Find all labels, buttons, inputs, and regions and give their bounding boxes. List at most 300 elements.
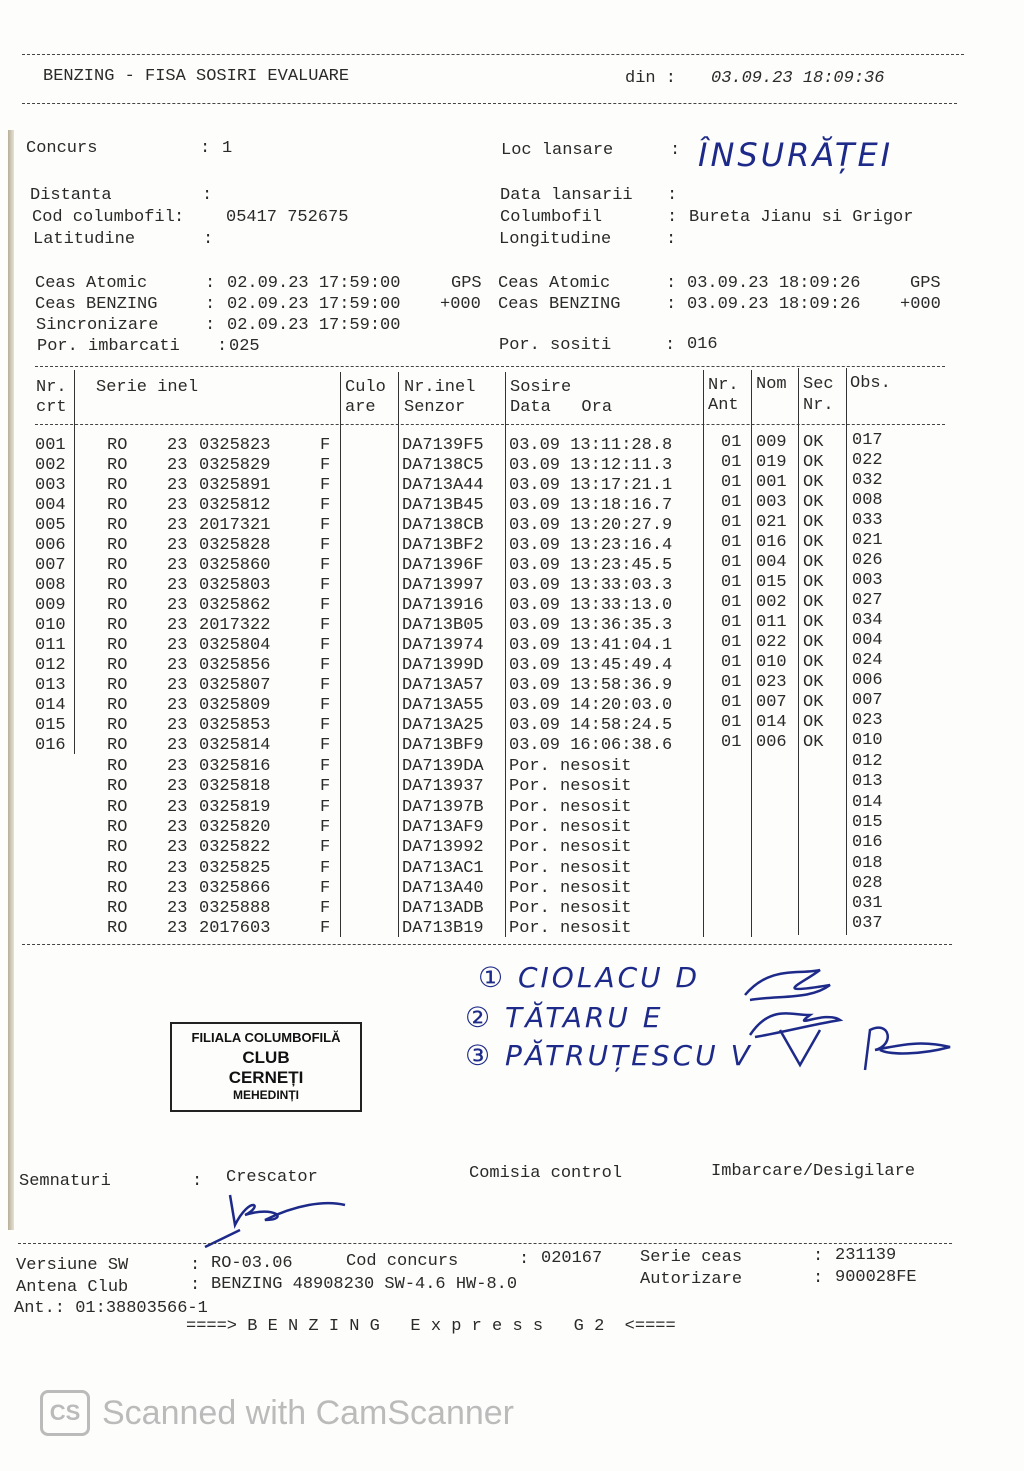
ceas-atomic-end: 03.09.23 18:09:26 — [687, 274, 861, 293]
serie-ceas-value: 231139 — [835, 1246, 897, 1265]
benzing-banner: ====> B E N Z I N G E x p r e s s G 2 <==== — [186, 1317, 676, 1336]
col-rule — [505, 372, 506, 937]
row-sosire: 03.09 13:33:13.0 — [509, 596, 673, 615]
row-tara: RO — [107, 496, 128, 515]
scan-edge-shadow — [8, 130, 14, 1230]
row-tara: RO — [107, 878, 128, 898]
row-tara: RO — [107, 516, 128, 535]
row-sex: F — [320, 919, 331, 939]
loc-lansare-label: Loc lansare — [501, 141, 614, 160]
row-obs: 015 — [852, 812, 883, 832]
row-tara: RO — [107, 436, 128, 455]
antena-id: Ant.: 01:38803566-1 — [14, 1299, 208, 1318]
por-sositi-value: 016 — [687, 335, 718, 354]
antena-label: Antena Club — [16, 1278, 129, 1297]
camscanner-logo-icon: CS — [40, 1390, 90, 1436]
row-sex: F — [320, 516, 331, 535]
row-inel: 0325891 — [199, 476, 271, 495]
row-ant: 01 — [721, 573, 742, 592]
row-obs: 016 — [852, 833, 883, 853]
row-sex: F — [320, 596, 331, 615]
row-nom: 007 — [756, 693, 787, 712]
row-senzor: DA713A44 — [402, 476, 484, 495]
row-ant: 01 — [721, 433, 742, 452]
row-obs: 026 — [852, 551, 883, 570]
header-crt: crt — [36, 398, 67, 417]
row-sec: OK — [803, 453, 824, 472]
row-an: 23 — [167, 576, 188, 595]
ceas-benzing-end: 03.09.23 18:09:26 — [687, 295, 861, 314]
row-an: 23 — [167, 556, 188, 575]
antena-value: BENZING 48908230 SW-4.6 HW-8.0 — [211, 1275, 518, 1294]
stamp-line: MEHEDINȚI — [233, 1088, 299, 1102]
row-sex: F — [320, 676, 331, 695]
row-sex: F — [320, 576, 331, 595]
colon: : — [666, 295, 677, 314]
header-sec: Sec — [803, 375, 834, 394]
row-senzor: DA713AC1 — [402, 858, 484, 878]
row-sosire: Por. nesosit — [509, 777, 632, 797]
row-inel: 0325829 — [199, 456, 271, 475]
ceas-benzing-start: 02.09.23 17:59:00 — [227, 295, 401, 314]
row-senzor: DA713A57 — [402, 676, 484, 695]
row-tara: RO — [107, 858, 128, 878]
offset-start: +000 — [440, 295, 481, 314]
longitudine-label: Longitudine — [499, 230, 612, 249]
row-tara: RO — [107, 716, 128, 735]
row-nr: 016 — [35, 736, 66, 755]
latitudine-label: Latitudine — [33, 230, 136, 249]
row-senzor: DA71397B — [402, 797, 484, 817]
row-sosire: Por. nesosit — [509, 817, 632, 837]
row-ant: 01 — [721, 553, 742, 572]
col-rule — [798, 368, 799, 935]
row-inel: 0325853 — [199, 716, 271, 735]
ceas-atomic-label: Ceas Atomic — [35, 274, 148, 293]
row-obs: 014 — [852, 792, 883, 812]
row-inel: 0325807 — [199, 676, 271, 695]
header-sec-nr: Nr. — [803, 396, 834, 415]
row-nom: 023 — [756, 673, 787, 692]
versiune-label: Versiune SW — [16, 1256, 129, 1275]
row-an: 23 — [167, 596, 188, 615]
row-sex: F — [320, 636, 331, 655]
row-an: 23 — [167, 436, 188, 455]
row-sec: OK — [803, 693, 824, 712]
row-tara: RO — [107, 757, 128, 776]
row-ant: 01 — [721, 473, 742, 492]
stamp-line: CERNEȚI — [228, 1068, 304, 1087]
serie-ceas-label: Serie ceas — [640, 1248, 743, 1267]
row-ant: 01 — [721, 733, 742, 752]
row-sosire: 03.09 14:58:24.5 — [509, 716, 673, 735]
row-nom: 002 — [756, 593, 787, 612]
row-sex: F — [320, 878, 331, 898]
row-an: 23 — [167, 636, 188, 655]
header-ant: Ant — [708, 396, 739, 415]
row-an: 23 — [167, 496, 188, 515]
row-an: 23 — [167, 777, 188, 797]
row-senzor: DA713A40 — [402, 878, 484, 898]
col-rule — [751, 370, 752, 937]
row-sosire: 03.09 13:41:04.1 — [509, 636, 673, 655]
row-sex: F — [320, 456, 331, 475]
row-nr: 011 — [35, 636, 66, 655]
row-sec: OK — [803, 733, 824, 752]
row-senzor: DA713BF2 — [402, 536, 484, 555]
row-sex: F — [320, 736, 331, 755]
header-border-bottom — [22, 103, 957, 104]
row-sosire: 03.09 14:20:03.0 — [509, 696, 673, 715]
footer-border — [18, 1243, 952, 1244]
crescator-signature — [195, 1175, 355, 1250]
commission-member-3: ③ PĂTRUȚESCU V — [465, 1039, 753, 1072]
header-culoare: Culo — [345, 378, 386, 397]
row-obs: 023 — [852, 711, 883, 730]
row-senzor: DA713997 — [402, 576, 484, 595]
sincronizare-value: 02.09.23 17:59:00 — [227, 316, 401, 335]
row-sosire: 03.09 13:12:11.3 — [509, 456, 673, 475]
row-senzor: DA713B19 — [402, 919, 484, 939]
row-sex: F — [320, 858, 331, 878]
row-sex: F — [320, 536, 331, 555]
row-an: 23 — [167, 797, 188, 817]
row-sosire: Por. nesosit — [509, 858, 632, 878]
row-sex: F — [320, 757, 331, 776]
row-obs: 018 — [852, 853, 883, 873]
row-inel: 0325809 — [199, 696, 271, 715]
row-sec: OK — [803, 513, 824, 532]
table-border-top — [35, 366, 945, 367]
row-ant: 01 — [721, 493, 742, 512]
col-rule — [74, 370, 75, 754]
row-inel: 2017321 — [199, 516, 271, 535]
row-ant: 01 — [721, 453, 742, 472]
row-nom: 009 — [756, 433, 787, 452]
row-senzor: DA713B05 — [402, 616, 484, 635]
row-inel: 2017603 — [199, 919, 271, 939]
row-nr: 014 — [35, 696, 66, 715]
header-border-top — [22, 54, 964, 55]
data-lansarii-label: Data lansarii — [500, 186, 633, 205]
row-tara: RO — [107, 556, 128, 575]
row-senzor: DA7139DA — [402, 757, 484, 776]
row-obs: 017 — [852, 431, 883, 450]
row-sex: F — [320, 817, 331, 837]
row-nr: 004 — [35, 496, 66, 515]
longitudine-colon: : — [666, 230, 677, 249]
row-inel: 0325820 — [199, 817, 271, 837]
row-obs: 013 — [852, 772, 883, 792]
header-serie-inel: Serie inel — [96, 378, 199, 397]
imbarcare-label: Imbarcare/Desigilare — [711, 1162, 916, 1181]
row-nr: 002 — [35, 456, 66, 475]
row-an: 23 — [167, 817, 188, 837]
row-senzor: DA713937 — [402, 777, 484, 797]
row-sex: F — [320, 496, 331, 515]
cod-concurs-value: 020167 — [541, 1249, 603, 1268]
row-nr: 010 — [35, 616, 66, 635]
row-tara: RO — [107, 797, 128, 817]
columbofil-label: Columbofil — [500, 208, 603, 227]
row-ant: 01 — [721, 513, 742, 532]
row-ant: 01 — [721, 693, 742, 712]
por-imbarcati-value: 025 — [229, 337, 260, 356]
colon: : — [813, 1269, 824, 1288]
row-tara: RO — [107, 838, 128, 858]
row-ant: 01 — [721, 633, 742, 652]
row-nom: 006 — [756, 733, 787, 752]
row-senzor: DA7139F5 — [402, 436, 484, 455]
row-tara: RO — [107, 576, 128, 595]
ceas-atomic-label-2: Ceas Atomic — [498, 274, 611, 293]
row-inel: 0325860 — [199, 556, 271, 575]
col-rule — [340, 372, 341, 937]
row-an: 23 — [167, 676, 188, 695]
document-title: BENZING - FISA SOSIRI EVALUARE — [43, 67, 350, 86]
row-sex: F — [320, 899, 331, 919]
row-senzor: DA71396F — [402, 556, 484, 575]
row-inel: 0325888 — [199, 899, 271, 919]
row-sex: F — [320, 696, 331, 715]
row-sosire: 03.09 13:11:28.8 — [509, 436, 673, 455]
row-ant: 01 — [721, 593, 742, 612]
row-sosire: 03.09 13:20:27.9 — [509, 516, 673, 535]
row-sex: F — [320, 716, 331, 735]
row-nom: 003 — [756, 493, 787, 512]
row-inel: 0325828 — [199, 536, 271, 555]
row-an: 23 — [167, 516, 188, 535]
stamp-line: CLUB — [242, 1048, 290, 1067]
row-sex: F — [320, 616, 331, 635]
row-an: 23 — [167, 878, 188, 898]
colon: : — [813, 1247, 824, 1266]
row-an: 23 — [167, 899, 188, 919]
loc-lansare-handwritten: ÎNSURĂȚEI — [698, 136, 894, 174]
row-nom: 004 — [756, 553, 787, 572]
row-inel: 0325816 — [199, 757, 271, 776]
row-tara: RO — [107, 676, 128, 695]
gps-start: GPS — [451, 274, 482, 293]
row-sosire: Por. nesosit — [509, 797, 632, 817]
ceas-benzing-label: Ceas BENZING — [35, 295, 158, 314]
autorizare-value: 900028FE — [835, 1268, 917, 1287]
colon: : — [190, 1256, 201, 1275]
row-sex: F — [320, 797, 331, 817]
row-sosire: 03.09 13:23:16.4 — [509, 536, 673, 555]
commission-member-1: ① CIOLACU D — [478, 961, 701, 994]
row-senzor: DA713974 — [402, 636, 484, 655]
row-senzor: DA7138CB — [402, 516, 484, 535]
cod-columbofil-label: Cod columbofil — [32, 208, 175, 227]
col-rule — [703, 370, 704, 937]
row-obs: 007 — [852, 691, 883, 710]
row-senzor: DA713A55 — [402, 696, 484, 715]
por-sositi-label: Por. sositi — [499, 336, 612, 355]
row-an: 23 — [167, 838, 188, 858]
row-sosire: 03.09 13:58:36.9 — [509, 676, 673, 695]
row-nr: 013 — [35, 676, 66, 695]
row-sec: OK — [803, 553, 824, 572]
versiune-value: RO-03.06 — [211, 1254, 293, 1273]
row-senzor: DA713BF9 — [402, 736, 484, 755]
row-tara: RO — [107, 636, 128, 655]
row-tara: RO — [107, 919, 128, 939]
row-an: 23 — [167, 656, 188, 675]
row-nr: 006 — [35, 536, 66, 555]
row-nom: 021 — [756, 513, 787, 532]
distanta-colon: : — [202, 186, 213, 205]
col-rule — [846, 368, 847, 935]
row-senzor: DA713916 — [402, 596, 484, 615]
row-sosire: Por. nesosit — [509, 878, 632, 898]
row-obs: 024 — [852, 651, 883, 670]
row-senzor: DA713992 — [402, 838, 484, 858]
concurs-colon: : — [200, 139, 211, 158]
row-inel: 0325856 — [199, 656, 271, 675]
row-ant: 01 — [721, 653, 742, 672]
din-label: din : — [625, 69, 677, 88]
colon: : — [205, 274, 216, 293]
latitudine-colon: : — [203, 230, 214, 249]
row-nr: 015 — [35, 716, 66, 735]
header-nom: Nom — [756, 375, 787, 394]
autorizare-label: Autorizare — [640, 1270, 743, 1289]
colon: : — [205, 295, 216, 314]
concurs-label: Concurs — [26, 139, 98, 158]
row-an: 23 — [167, 919, 188, 939]
row-sex: F — [320, 838, 331, 858]
row-tara: RO — [107, 476, 128, 495]
row-ant: 01 — [721, 713, 742, 732]
row-nr: 007 — [35, 556, 66, 575]
row-tara: RO — [107, 777, 128, 797]
row-obs: 037 — [852, 914, 883, 934]
row-an: 23 — [167, 736, 188, 755]
row-senzor: DA713AF9 — [402, 817, 484, 837]
row-sec: OK — [803, 593, 824, 612]
row-tara: RO — [107, 456, 128, 475]
header-senzor: Senzor — [404, 398, 466, 417]
row-inel: 0325814 — [199, 736, 271, 755]
row-an: 23 — [167, 757, 188, 776]
header-nr-ant: Nr. — [708, 376, 739, 395]
colon: : — [217, 337, 228, 356]
loc-lansare-colon: : — [670, 141, 681, 160]
club-stamp — [170, 1022, 362, 1112]
row-tara: RO — [107, 616, 128, 635]
concurs-value: 1 — [222, 139, 233, 158]
row-tara: RO — [107, 899, 128, 919]
row-an: 23 — [167, 696, 188, 715]
colon: : — [666, 274, 677, 293]
row-nr: 008 — [35, 576, 66, 595]
commission-member-2: ② TĂTARU E — [465, 1001, 664, 1034]
row-obs: 003 — [852, 571, 883, 590]
row-nom: 014 — [756, 713, 787, 732]
crescator-label: Crescator — [226, 1168, 318, 1187]
row-ant: 01 — [721, 533, 742, 552]
header-sosire: Sosire — [510, 378, 572, 397]
row-sosire: 03.09 16:06:38.6 — [509, 736, 673, 755]
row-nom: 019 — [756, 453, 787, 472]
row-tara: RO — [107, 736, 128, 755]
row-sec: OK — [803, 633, 824, 652]
row-sosire: Por. nesosit — [509, 899, 632, 919]
comisia-control-label: Comisia control — [469, 1164, 623, 1183]
row-obs: 034 — [852, 611, 883, 630]
row-an: 23 — [167, 536, 188, 555]
row-nom: 016 — [756, 533, 787, 552]
columbofil-value: Bureta Jianu si Grigor — [689, 208, 914, 227]
header-nr-inel: Nr.inel — [404, 378, 476, 397]
row-obs: 027 — [852, 591, 883, 610]
row-tara: RO — [107, 536, 128, 555]
row-obs: 008 — [852, 491, 883, 510]
row-inel: 0325818 — [199, 777, 271, 797]
row-sosire: Por. nesosit — [509, 757, 632, 776]
row-nom: 011 — [756, 613, 787, 632]
row-sosire: 03.09 13:36:35.3 — [509, 616, 673, 635]
row-nom: 001 — [756, 473, 787, 492]
col-rule — [398, 372, 399, 937]
camscanner-text: Scanned with CamScanner — [102, 1393, 515, 1432]
row-sosire: 03.09 13:33:03.3 — [509, 576, 673, 595]
row-sec: OK — [803, 433, 824, 452]
row-obs: 021 — [852, 531, 883, 550]
row-tara: RO — [107, 656, 128, 675]
row-obs: 028 — [852, 873, 883, 893]
row-an: 23 — [167, 616, 188, 635]
row-ant: 01 — [721, 613, 742, 632]
offset-end: +000 — [900, 295, 941, 314]
colon: : — [665, 336, 676, 355]
colon: : — [192, 1172, 203, 1191]
row-sosire: 03.09 13:17:21.1 — [509, 476, 673, 495]
row-obs: 012 — [852, 752, 883, 771]
row-inel: 0325819 — [199, 797, 271, 817]
row-obs: 031 — [852, 894, 883, 914]
row-inel: 2017322 — [199, 616, 271, 635]
row-sex: F — [320, 777, 331, 797]
cod-columbofil-colon: : — [174, 208, 185, 227]
row-sec: OK — [803, 533, 824, 552]
row-inel: 0325803 — [199, 576, 271, 595]
row-sec: OK — [803, 473, 824, 492]
row-an: 23 — [167, 858, 188, 878]
row-obs: 032 — [852, 471, 883, 490]
gps-end: GPS — [910, 274, 941, 293]
table-border-bottom — [22, 944, 952, 945]
row-sex: F — [320, 436, 331, 455]
row-sec: OK — [803, 573, 824, 592]
row-senzor: DA71399D — [402, 656, 484, 675]
colon: : — [205, 316, 216, 335]
row-sec: OK — [803, 653, 824, 672]
row-sex: F — [320, 556, 331, 575]
row-obs: 006 — [852, 671, 883, 690]
row-obs: 022 — [852, 451, 883, 470]
row-sosire: 03.09 13:18:16.7 — [509, 496, 673, 515]
cod-concurs-label: Cod concurs — [346, 1252, 459, 1271]
row-an: 23 — [167, 716, 188, 735]
row-sosire: Por. nesosit — [509, 919, 632, 939]
row-senzor: DA7138C5 — [402, 456, 484, 475]
row-nr: 005 — [35, 516, 66, 535]
stamp-line: FILIALA COLUMBOFILĂ — [191, 1030, 341, 1045]
row-sex: F — [320, 476, 331, 495]
distanta-label: Distanta — [30, 186, 112, 205]
